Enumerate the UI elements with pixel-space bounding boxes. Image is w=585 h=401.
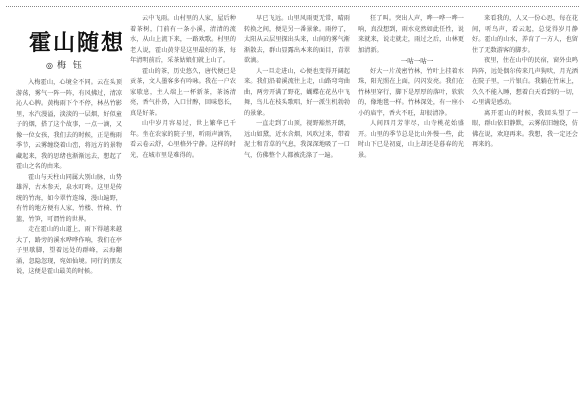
paragraph: 入梅霍山，心境全不同。云在头顶游荡，雾气一阵一阵，有风拂过，清凉沁人心脾。黄梅雨下个不停，林丛竹影里，水汽漫溢，淡淡的一层烟，好似童子的烟，搭了这个故事，一点一滴，又像一位女孩，我们去的时候，正是梅雨季节，云雾缠绕着山峦，将远方的景物藏起来，我的思绪也渐渐远去，想起了霍山之名的由来。	[16, 79, 122, 170]
paragraph: 一直走到了山顶，视野豁然开朗，远山如黛，近水含烟，风吹过来，带着泥土和青草的气息，我深深地吸了一口气，仿佛整个人都被洗涤了一遍。	[244, 120, 350, 159]
paragraph: 离开霍山的时候，我回头望了一眼，群山依旧静默，云雾依旧缠绕，仿佛在说，欢迎再来。我想，我一定还会再来的。	[472, 109, 578, 148]
paragraph: 霍山与天柱山同属大别山脉，山势雄浑，古木参天，泉水叮咚。这里是传统的竹海，如今翠竹连绵，漫山遍野，有竹的地方便有人家，竹楼、竹椅、竹篮，竹笋，可谓竹的世界。	[16, 173, 122, 223]
text-column-4	[358, 14, 464, 394]
paragraph: 夜里，住在山中的民宿，窗外虫鸣阵阵，远处偶尔传来几声狗吠，月光洒在院子里，一片银白。我躺在竹床上，久久不能入睡，想着白天看到的一切，心里满是感动。	[472, 57, 578, 106]
author-name: 梅 钰	[56, 61, 84, 71]
paragraph: 狂了叫。突出人声，哗一哗一哗一响，真没想到，雨水竟然如此任性，说来就来，说走就走，雨过之后，山林更加清新。	[358, 15, 464, 54]
article-title: 霍山随想	[28, 30, 125, 56]
text-column-1	[16, 78, 122, 394]
paragraph: 来看我的，人又一份心思，每在花间，听鸟声，看云起，总觉得岁月静好。霍山的山水，养育了一方人，也留住了无数游客的脚步。	[472, 15, 578, 54]
paragraph: 早已飞远。山里风雨更无常，晴雨转换之间，便是另一番景象。雨停了，太阳从云层里探出头来，山间的雾气渐渐散去，群山显露出本来的面目，青翠欲滴。	[244, 15, 350, 64]
paragraph: 山中岁月容易过，世上繁华已千年。坐在农家的院子里，听雨声滴答，看云卷云舒，心里格外宁静。这样的时光，在城市里是难得的。	[130, 120, 236, 159]
paragraph: 云中飞雨。山村里的人家，屋后种着茶树，门前有一条小溪，清清的流水，从山上流下来，一路欢歌。村里的老人说，霍山黄芽是这里最好的茶，每年清明前后，采茶姑娘们就上山了。	[130, 15, 236, 64]
text-column-3	[244, 14, 350, 394]
text-column-5	[472, 14, 578, 394]
text-column-2	[130, 14, 236, 394]
paragraph: 人间四月芳菲尽，山寺桃花始盛开。山里的季节总是比山外慢一些，此时山下已是初夏，山上却还是暮春的光景。	[358, 120, 464, 159]
paragraph: 走在霍山的山道上，雨下得越来越大了，路旁的溪水哗哗作响，我们在亭子里歇脚，望着远处的群峰，云海翻涌，忽隐忽现，宛如仙境。同行的朋友说，这便是霍山最美的时候。	[16, 226, 122, 275]
section-separator: 一咕一咕一	[400, 57, 434, 65]
paragraph: 霍山的茶，历史悠久，唐代便已是贡茶，文人墨客多有吟咏。我在一户农家歇息，主人端上一杯新茶，茶汤清亮，香气扑鼻，入口甘醇，回味悠长，真是好茶。	[130, 67, 236, 117]
paragraph: 人一旦走进山，心便也变得开阔起来。我们沿着溪流往上走，山路弯弯曲曲，两旁开满了野花，蝴蝶在花丛中飞舞，鸟儿在枝头歌唱，好一派生机勃勃的景象。	[244, 67, 350, 117]
byline-prefix: ◎	[46, 61, 55, 70]
top-rule	[6, 6, 579, 7]
article-byline	[46, 58, 84, 71]
paragraph: 好大一片茂密竹林，竹叶上挂着水珠，阳光照在上面，闪闪发亮。我们在竹林里穿行，脚下是厚厚的落叶，软软的，像地毯一样。竹林深处，有一座小小的庙宇，香火不旺，却很清净。	[358, 67, 464, 117]
